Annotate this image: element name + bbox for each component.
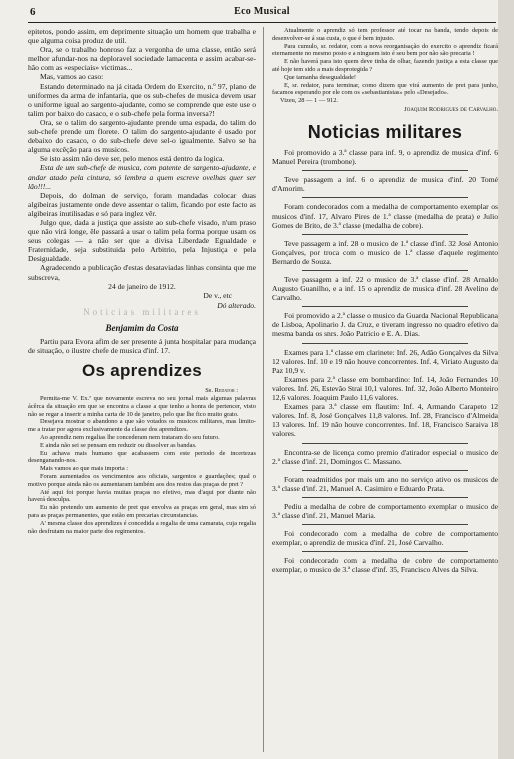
item-separator — [302, 551, 468, 552]
news-item: Teve passagem a inf. 22 o musico de 3.ª classe d'inf. 28 Arnaldo Augusto Guanilho, e a inf. 15 o aprendiz de musica d'inf. 28 Avelino de Carvalho. — [272, 275, 498, 303]
letter-paragraph: E não haverá para isto quem deve tinha de olhar, fazendo justiça a esta classe que até hoje tem sido a mais desprotegida ? — [272, 58, 498, 73]
letter-paragraph: Eu não pretendo um aumento de pret que envolva as praças em geral, mas sim só para as praças permanentes, que estão em precarias circunstancias. — [28, 504, 256, 520]
news-item: Foi condecorado com a medalha de cobre de comportamento exemplar, o musico de 3.ª classe d'inf. 35, Francisco Alves da Silva. — [272, 556, 498, 575]
news-item: Foi promovido a 2.ª classe o musico da Guarda Nacional Republicana de Lisboa, Apolinario J. da Cruz, e tiveram ingresso no quadro efetivo da mesma banda os snrs. João Patricio e E. A. Dias. — [272, 311, 498, 339]
page-header — [22, 6, 502, 20]
paragraph: Agradecendo a publicação d'estas desataviadas linhas consinta que me subscreva, — [28, 263, 256, 282]
item-separator — [302, 170, 468, 171]
news-item: Foram condecorados com a medalha de comportamento exemplar os musicos d'inf. 17, Alvaro Pires de 1.ª classe (medalha de prata) e Julio Gomes de Brito, de 3.ª classe (medalha de cobre). — [272, 202, 498, 230]
paragraph: Se isto assim não deve ser, pelo menos está dentro da logica. — [40, 154, 225, 164]
news-item: Teve passagem a inf. 6 o aprendiz de musica d'inf. 20 Tomé d'Amorim. — [272, 175, 498, 194]
letter-paragraph: Eu achava mais humano que acabassem com este periodo de incertezas desenganando-nos. — [28, 449, 256, 465]
right-column — [272, 27, 498, 574]
news-item: Encontra-se de licença como premio d'atirador especial o musico de 2.ª classe d'inf. 21, Domingos C. Massano. — [272, 447, 498, 466]
paragraph: Julgo que, dada a justiça que assiste ao sub-chefe visado, n'um praso que não virá longe, êle passará a usar o talim pela forma porque usam os seus colegas — a não ser que a divisa Liberdade Egualdade e Fraternidade, seja substituida pelo Arbitrio, pela Injustiça e pela Desigualdade. — [28, 217, 256, 264]
letter-paragraph: Até aqui foi porque havia muitas praças no efetivo, mas d'aqui por diante não haverá desculpa. — [28, 488, 256, 504]
item-separator — [302, 234, 468, 235]
letter-signature: Dó alterado. — [217, 300, 256, 310]
show-through-text: Noticias militares — [83, 306, 201, 317]
letter-paragraph: Atualmente o aprendiz só tem professor até tocar na banda, tendo depois de desenvolver-se á sua custa, o que é bem injusto. — [272, 27, 498, 42]
item-separator — [302, 197, 468, 198]
letter-paragraph: E ainda não sei se pensam em reduzir ou dissolver as bandas. — [40, 441, 197, 449]
section-heading: Os aprendizes — [81, 361, 203, 381]
item-separator — [302, 343, 468, 344]
news-item: Pediu a medalha de cobre de comportamento exemplar o musico de 3.ª classe d'inf. 21, Manuel Maria. — [272, 501, 498, 520]
news-item: Foi condecorado com a medalha de cobre de comportamento exemplar, o aprendiz de musica d'inf. 21, José Carvalho. — [272, 529, 498, 548]
paragraph: Ora, se o trabalho honroso faz a vergonha de uma classe, então será melhor afundar-nos na deploravel sociedade lamacenta e assim acabar-se-hão com as «especiais» victimas... — [28, 45, 256, 73]
news-item: Foram readmitidos por mais um ano no serviço ativo os musicos de 3.ª classe d'inf. 21, Manuel A. Casimiro e Eduardo Prata. — [272, 474, 498, 493]
item-separator — [302, 497, 468, 498]
news-item: Foi promovido a 3.ª classe para inf. 9, o aprendiz de musica d'inf. 6 Manuel Pereira (trombone). — [272, 148, 498, 167]
letter-paragraph: A' mesma classe dos aprendizes é concedida a regalia de uma camarata, cuja regalia não desfrutam na maior parte dos regimentos. — [28, 519, 256, 535]
obituary-title: Benjamim da Costa — [105, 323, 179, 333]
page-edge — [498, 0, 514, 759]
item-separator — [302, 470, 468, 471]
salutation: Sr. Redator : — [205, 387, 238, 395]
letter-author: Joaquim Rodrigues de Carvalho. — [404, 105, 498, 113]
letter-paragraph: Para cumulo, sr. redator, com a nova reorganisação do exercito o aprendiz ficará eternamente no mesmo posto e a ninguem isto é seu bem por não são precaria ! — [272, 42, 498, 58]
journal-title: Eco Musical — [234, 6, 290, 17]
section-heading: Noticias militares — [307, 122, 463, 143]
item-separator — [302, 524, 468, 525]
column-divider — [263, 27, 264, 752]
header-rule — [28, 22, 496, 23]
page-number: 6 — [30, 6, 36, 18]
paragraph: epitetos, pondo assim, em deprimente situação um homem que trabalha e que alguma coisa produz de util. — [28, 27, 256, 46]
item-separator — [302, 443, 468, 444]
paragraph: Depois, do dolman de serviço, foram mandadas colocar duas algibeiras justamente onde deve assentar o talim, ficando por este facto as algibeiras inutilisadas e só para inglez vêr. — [28, 190, 256, 218]
letter-paragraph: Que tamanha desegualdade! — [284, 73, 357, 81]
left-column — [28, 27, 256, 535]
letter-paragraph: Mais vamos ao que mais importa : — [40, 465, 129, 473]
news-item: Exames para 2.ª classe em bombardino: Inf. 14, João Fernandes 10 valores. Inf. 26, Estevão Strai 10,1 valores. Inf. 32, João Alberto Monteiro 12,6 valores. Joaquim Paulo 11,6 valores. — [272, 374, 498, 403]
letter-paragraph: Desejava mostrar o abandono a que são votados os musicos militares, mas limito-me a tratar por agora exclusivamente da classe dos aprendizes. — [28, 418, 256, 434]
letter-date: Vizeu, 28 — 1 — 912. — [280, 97, 339, 105]
paragraph: Ora, se o talim do sargento-ajudante prende uma espada, do talim do sub-chefe prende um florete. O talim do sargento-ajudante é usado por debaixo do casaco, o do sub-chefe deve sel-o igualmente. Salvo se ha alguma excêção para os musicos. — [28, 117, 256, 155]
item-separator — [302, 270, 468, 271]
letter-paragraph: Foram aumentados os vencimentos aos oficiais, sargentos e guardações; qual o motivo porque ainda não os aumentaram também aos dos restos das praças de pret ? — [28, 473, 256, 488]
letter-closing: De v., etc — [203, 290, 232, 300]
paragraph: Esta de um sub-chefe de musica, com patente de sargento-ajudante, e andar atado pela cintura, só lembra a quem escreve ovelhas quer ser lão!!!... — [28, 163, 256, 191]
letter-date: 24 de janeiro de 1912. — [108, 281, 176, 291]
news-item: Exames para 1.ª classe em clarinete: Inf. 26, Adão Gonçalves da Silva 12 valores. Inf. 10 e 19 não houve concorrentes. Inf. 4, Viriato Augusto da Paz 10,9 v. — [272, 347, 498, 375]
obituary-text: Partiu para Evora afim de ser presente á junta hospitalar para mudança de situação, o ilustre chefe de musica d'inf. 17. — [28, 337, 256, 356]
letter-paragraph: E, sr. redator, para terminar, como dizem que virá aumento de pret para junho, facamos esperando por ele com os «sebastianistas» pelo «Desejado». — [272, 81, 498, 97]
paragraph: Mas, vamos ao caso: — [40, 72, 104, 82]
item-separator — [302, 306, 468, 307]
letter-paragraph: Ao aprendiz nem regalias lhe concederam nem trataram do seu futuro. — [40, 434, 220, 442]
paragraph: Estando determinado na já citada Ordem do Exercito, n.º 97, plano de uniformes da arma de infantaria, que os sub-chefes de musica devem usar o uniforme igual ao sargento-ajudante, como se comprende que este use o talim por baixo do casaco, e o sub-chefe pela forma inversa?! — [28, 81, 256, 118]
news-item: Teve passagem a inf. 28 o musico de 1.ª classe d'inf. 32 José Antonio Gonçalves, por troca com o musico de 1.ª classe d'aquele regimento Bernardo de Souza. — [272, 238, 498, 266]
news-item: Exames para 3.ª classe em flautim: Inf. 4, Armando Carapeto 12 valores. Inf. 8, José Gonçalves 11,8 valores. Inf. 28, Francisco d'Almeida 13 valores. Inf. 19 não houve concorrentes. Inf. 18, Francisco Saraiva 18 valores. — [272, 402, 498, 439]
letter-paragraph: Permita-me V. Ex.ª que novamente escreva no seu jornal mais algumas palavras ácêrca da situação em que se encontra a classe a que tenho a honra de pertencer, visto não se regar a inserir a minha carta de 10 de janeiro, pelo que lhe fico muito grato. — [28, 395, 256, 418]
